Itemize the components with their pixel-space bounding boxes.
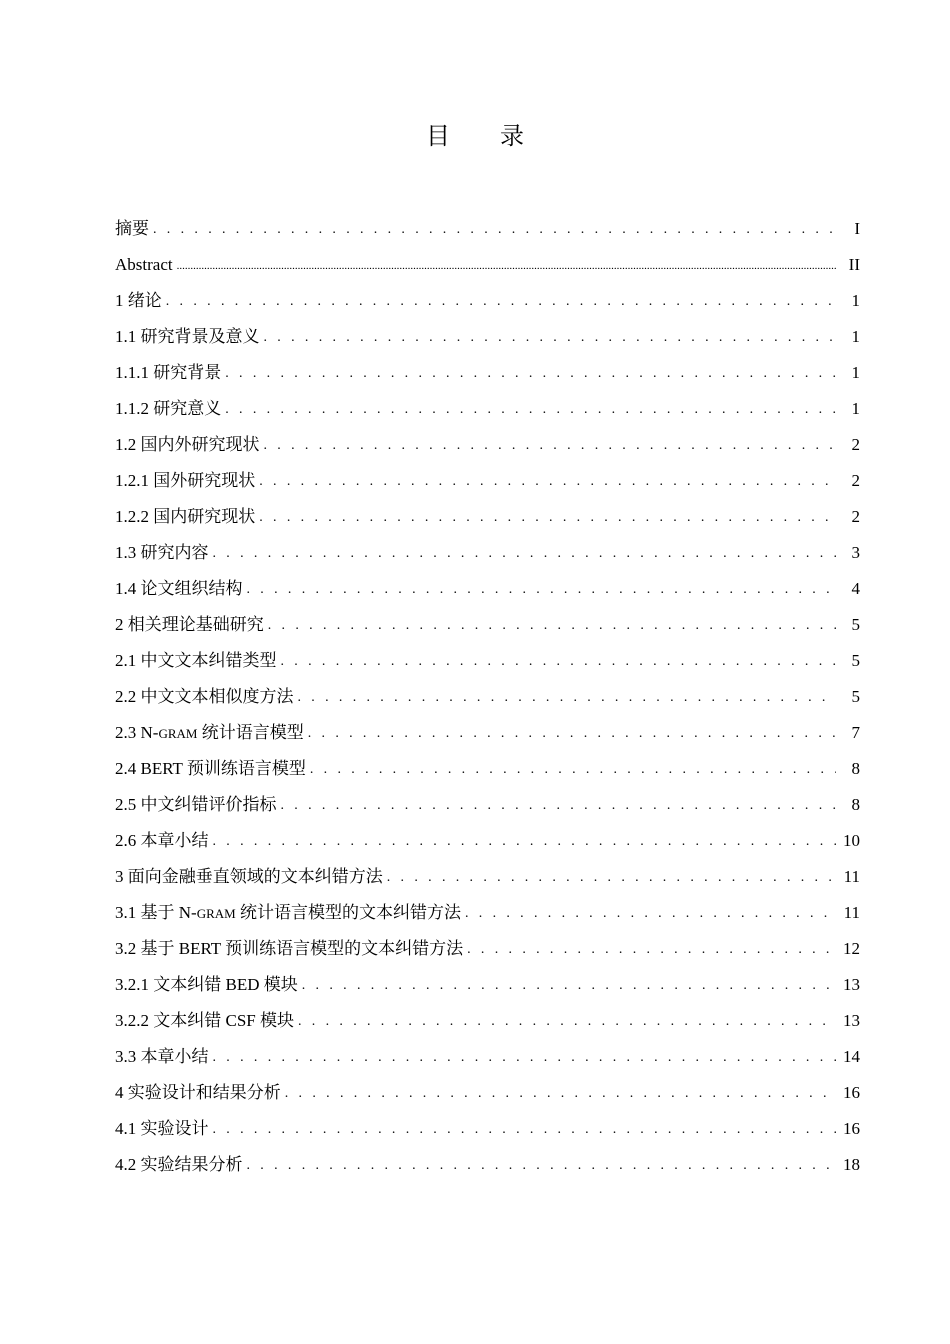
- toc-leader-dots: [310, 752, 836, 788]
- toc-leader-dots: [225, 356, 836, 392]
- toc-leader-dots: [153, 212, 836, 248]
- toc-entry-1-1[interactable]: [115, 319, 860, 355]
- toc-page-number: 12: [843, 939, 860, 958]
- toc-entry-label: 1.2.1 国外研究现状: [115, 471, 256, 490]
- toc-entry-label: 2.4 BERT 预训练语言模型: [115, 759, 306, 778]
- toc-page-number: 5: [851, 651, 860, 670]
- toc-entry-label: 3.3 本章小结: [115, 1047, 209, 1066]
- toc-entry-2-1[interactable]: [115, 643, 860, 679]
- toc-entry-4-2[interactable]: [115, 1147, 860, 1183]
- toc-entry-label-prefix: 3.1 基于 N-: [115, 903, 197, 922]
- toc-page-number: 16: [843, 1119, 860, 1138]
- toc-entry-label: 4.1 实验设计: [115, 1119, 209, 1138]
- toc-leader-dots: [213, 1040, 837, 1076]
- toc-entry-label-prefix: 2.3 N-: [115, 723, 159, 742]
- toc-entry-label-smallcaps: GRAM: [196, 906, 236, 921]
- toc-entry-1-1-1[interactable]: [115, 355, 860, 391]
- toc-page-number: 1: [851, 399, 860, 418]
- toc-leader-dots: [177, 248, 836, 284]
- toc-page-number: 13: [843, 1011, 860, 1030]
- toc-page-number: 2: [851, 471, 860, 490]
- toc-leader-dots: [213, 536, 837, 572]
- toc-entry-1-3[interactable]: [115, 535, 860, 571]
- toc-entry-label: [115, 715, 304, 752]
- toc-entry-label: Abstract: [115, 255, 173, 274]
- toc-page-number: 1: [851, 291, 860, 310]
- toc-leader-dots: [467, 932, 836, 968]
- toc-page-number: 14: [843, 1047, 860, 1066]
- toc-entry-label: 1.1.1 研究背景: [115, 363, 222, 382]
- toc-page-number: 16: [843, 1083, 860, 1102]
- toc-page-number: 5: [851, 615, 860, 634]
- toc-entry-chapter-1[interactable]: [115, 283, 860, 319]
- toc-entry-label: 1.1 研究背景及意义: [115, 327, 260, 346]
- toc-page-number: 2: [851, 507, 860, 526]
- toc-entry-label: 3 面向金融垂直领域的文本纠错方法: [115, 867, 383, 886]
- toc-page-number: 2: [851, 435, 860, 454]
- toc-entry-chapter-3[interactable]: [115, 859, 860, 895]
- toc-entry-label: 1.1.2 研究意义: [115, 399, 222, 418]
- toc-leader-dots: [308, 716, 836, 752]
- toc-entry-4-1[interactable]: [115, 1111, 860, 1147]
- toc-page-number: II: [848, 255, 860, 274]
- toc-entry-3-2-2[interactable]: [115, 1003, 860, 1039]
- toc-entry-1-1-2[interactable]: [115, 391, 860, 427]
- toc-entry-label: 2.1 中文文本纠错类型: [115, 651, 277, 670]
- toc-page-number: 18: [843, 1155, 860, 1174]
- toc-entry-1-2-2[interactable]: [115, 499, 860, 535]
- toc-page-number: 10: [843, 831, 860, 850]
- toc-entry-3-1[interactable]: [115, 895, 860, 931]
- toc-entry-2-3[interactable]: [115, 715, 860, 751]
- toc-entry-2-6[interactable]: [115, 823, 860, 859]
- toc-page-number: 11: [843, 867, 860, 886]
- toc-entry-abstract-en[interactable]: [115, 247, 860, 283]
- toc-entry-1-4[interactable]: [115, 571, 860, 607]
- toc-entry-label: 3.2.1 文本纠错 BED 模块: [115, 975, 298, 994]
- toc-leader-dots: [225, 392, 836, 428]
- toc-entry-label-suffix: 统计语言模型: [197, 723, 304, 742]
- toc-leader-dots: [281, 788, 837, 824]
- toc-leader-dots: [213, 1112, 837, 1148]
- toc-leader-dots: [259, 500, 836, 536]
- toc-entry-label: 2 相关理论基础研究: [115, 615, 264, 634]
- toc-leader-dots: [387, 860, 836, 896]
- toc-page-number: 13: [843, 975, 860, 994]
- toc-page-number: 7: [851, 723, 860, 742]
- toc-leader-dots: [247, 572, 837, 608]
- toc-entry-label: 1 绪论: [115, 291, 162, 310]
- toc-page-number: 4: [851, 579, 860, 598]
- toc-page-number: I: [854, 219, 860, 238]
- toc-entry-1-2[interactable]: [115, 427, 860, 463]
- toc-entry-label: 4.2 实验结果分析: [115, 1155, 243, 1174]
- toc-leader-dots: [259, 464, 836, 500]
- toc-leader-dots: [264, 428, 837, 464]
- toc-leader-dots: [465, 896, 836, 932]
- toc-leader-dots: [264, 320, 837, 356]
- toc-leader-dots: [268, 608, 836, 644]
- toc-leader-dots: [247, 1148, 837, 1184]
- toc-entry-abstract-cn[interactable]: [115, 211, 860, 247]
- toc-page-number: 11: [843, 903, 860, 922]
- toc-entry-2-4[interactable]: [115, 751, 860, 787]
- toc-entry-3-2-1[interactable]: [115, 967, 860, 1003]
- toc-page-number: 5: [851, 687, 860, 706]
- toc-entry-chapter-4[interactable]: [115, 1075, 860, 1111]
- toc-entry-3-2[interactable]: [115, 931, 860, 967]
- toc-page-number: 1: [851, 327, 860, 346]
- toc-entry-label: 3.2 基于 BERT 预训练语言模型的文本纠错方法: [115, 939, 464, 958]
- toc-entry-label: 4 实验设计和结果分析: [115, 1083, 281, 1102]
- toc-entry-1-2-1[interactable]: [115, 463, 860, 499]
- toc-leader-dots: [281, 644, 837, 680]
- toc-page-number: 8: [851, 795, 860, 814]
- toc-entry-label: 摘要: [115, 219, 149, 238]
- toc-entry-label: 2.5 中文纠错评价指标: [115, 795, 277, 814]
- toc-page-number: 8: [851, 759, 860, 778]
- toc-entry-label: 2.2 中文文本相似度方法: [115, 687, 294, 706]
- toc-entry-label: 1.2.2 国内研究现状: [115, 507, 256, 526]
- toc-entry-label: 1.4 论文组织结构: [115, 579, 243, 598]
- toc-entry-label-suffix: 统计语言模型的文本纠错方法: [235, 903, 461, 922]
- page-title: 目 录: [426, 124, 546, 150]
- toc-entry-3-3[interactable]: [115, 1039, 860, 1075]
- toc-entry-label: [115, 895, 461, 932]
- toc-leader-dots: [298, 680, 837, 716]
- toc-entry-chapter-2[interactable]: [115, 607, 860, 643]
- toc-entry-label-smallcaps: GRAM: [158, 726, 198, 741]
- toc-entry-2-5[interactable]: [115, 787, 860, 823]
- toc-entry-label: 2.6 本章小结: [115, 831, 209, 850]
- toc-leader-dots: [302, 968, 836, 1004]
- toc-entry-2-2[interactable]: [115, 679, 860, 715]
- toc-leader-dots: [298, 1004, 836, 1040]
- toc-page-number: 3: [851, 543, 860, 562]
- toc-entry-label: 1.2 国内外研究现状: [115, 435, 260, 454]
- toc-leader-dots: [285, 1076, 836, 1112]
- toc-entry-label: 3.2.2 文本纠错 CSF 模块: [115, 1011, 294, 1030]
- toc-entry-label: 1.3 研究内容: [115, 543, 209, 562]
- toc-list: [115, 211, 860, 1183]
- toc-page-number: 1: [851, 363, 860, 382]
- toc-leader-dots: [213, 824, 837, 860]
- toc-leader-dots: [166, 284, 836, 320]
